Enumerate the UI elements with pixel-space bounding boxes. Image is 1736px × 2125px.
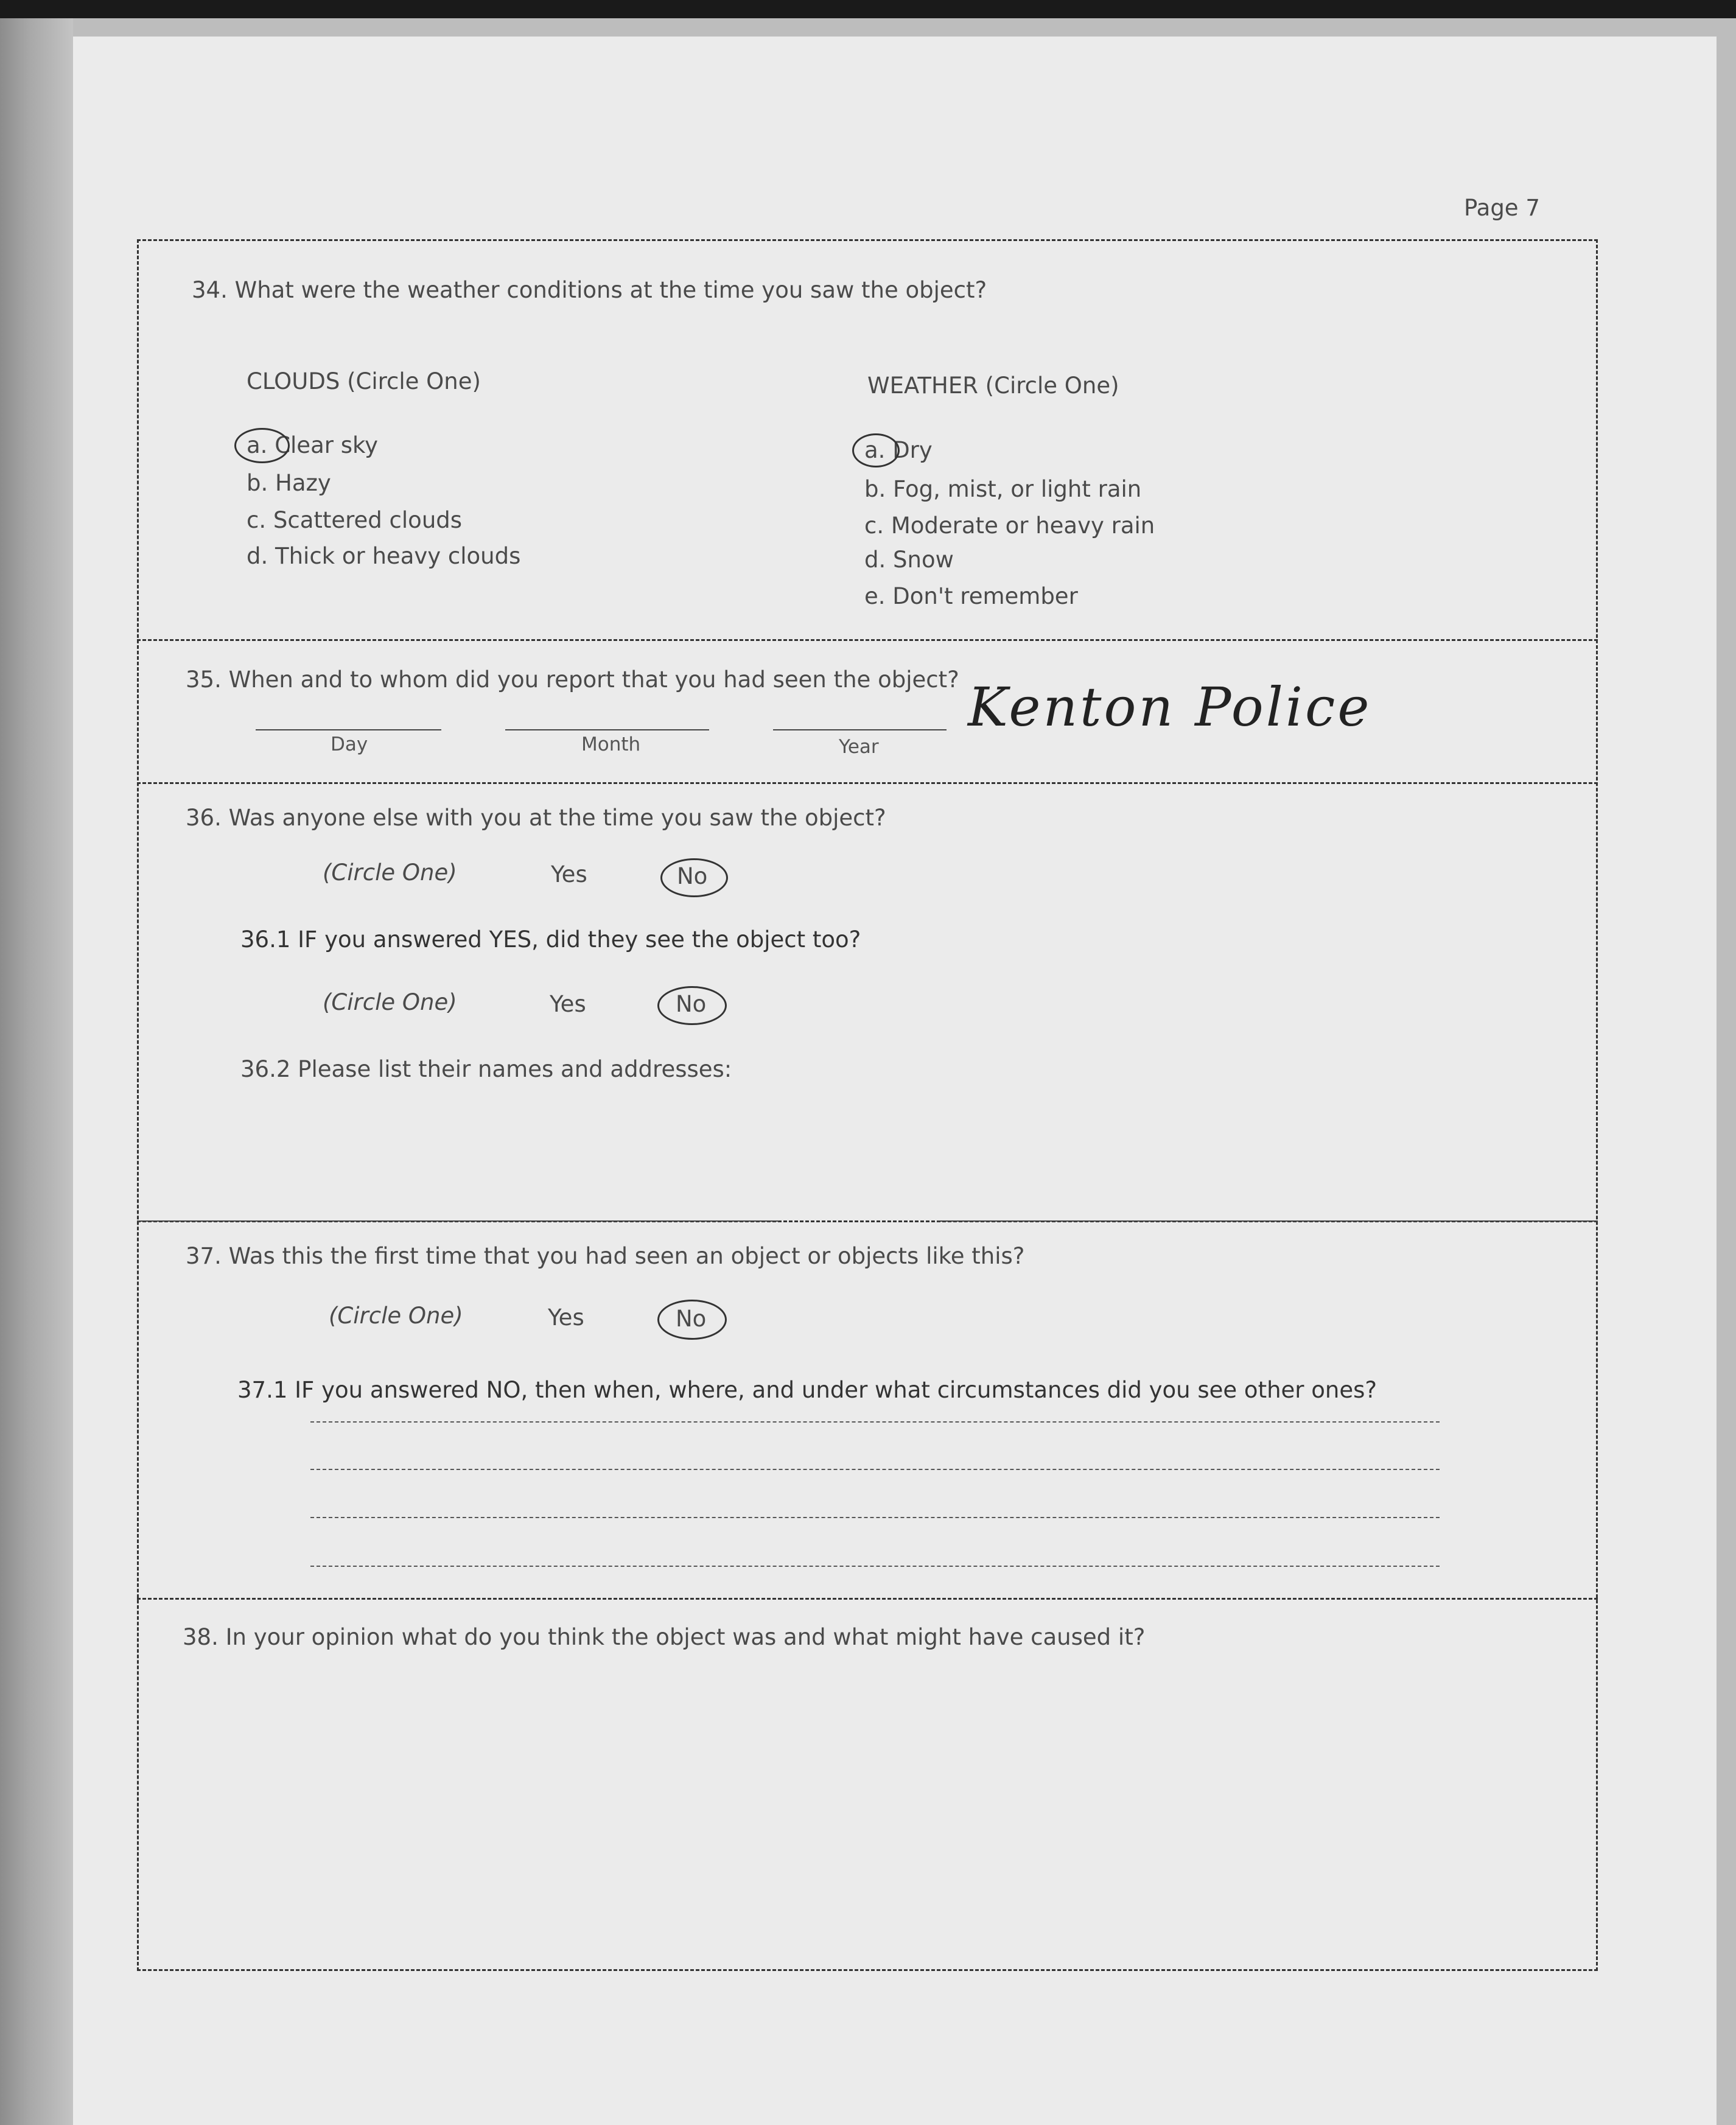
q36-1-circle-one-label: (Circle One) <box>323 989 457 1015</box>
weather-option-e[interactable]: e. Don't remember <box>864 583 1078 609</box>
names-addresses-line-right[interactable] <box>937 1220 1598 1222</box>
clouds-option-d[interactable]: d. Thick or heavy clouds <box>247 543 521 569</box>
q36-yes-option[interactable]: Yes <box>551 861 587 887</box>
question-37-1: 37.1 IF you answered NO, then when, where, and under what circumstances did you see other ones? <box>237 1377 1377 1403</box>
clouds-option-a[interactable]: a. Clear sky <box>247 432 379 458</box>
q37-1-answer-line-4[interactable] <box>310 1566 1440 1567</box>
clouds-option-c[interactable]: c. Scattered clouds <box>247 507 463 533</box>
handwritten-report-recipient: Kenton Police <box>968 676 1372 738</box>
question-37: 37. Was this the first time that you had seen an object or objects like this? <box>186 1243 1025 1269</box>
q37-1-answer-line-3[interactable] <box>310 1517 1440 1518</box>
question-36-1: 36.1 IF you answered YES, did they see the object too? <box>240 926 861 953</box>
q37-1-answer-line-1[interactable] <box>310 1421 1440 1423</box>
q37-circle-one-label: (Circle One) <box>329 1303 463 1329</box>
q36-circle-one-label: (Circle One) <box>323 859 457 886</box>
answer-circle-q37-no <box>657 1300 727 1340</box>
question-36-2: 36.2 Please list their names and addresses: <box>240 1056 732 1082</box>
year-line[interactable] <box>773 729 947 730</box>
weather-option-a[interactable]: a. Dry <box>864 437 933 463</box>
scan-left-border <box>0 18 73 2125</box>
q37-yes-option[interactable]: Yes <box>548 1304 584 1331</box>
q38-answer-area[interactable] <box>183 1668 1570 1948</box>
weather-heading: WEATHER (Circle One) <box>867 373 1119 399</box>
clouds-heading: CLOUDS (Circle One) <box>247 368 481 394</box>
question-38: 38. In your opinion what do you think the object was and what might have caused it? <box>183 1624 1146 1650</box>
answer-circle-weather-a <box>852 433 900 467</box>
q36-1-no-option[interactable]: No <box>676 991 707 1017</box>
question-34: 34. What were the weather conditions at the time you saw the object? <box>192 277 987 303</box>
divider-35-36 <box>137 782 1598 784</box>
clouds-option-b[interactable]: b. Hazy <box>247 470 331 496</box>
q37-no-option[interactable]: No <box>676 1306 707 1332</box>
day-line[interactable] <box>256 729 441 730</box>
q36-no-option[interactable]: No <box>677 863 708 889</box>
answer-circle-q36-no <box>660 858 728 897</box>
weather-option-d[interactable]: d. Snow <box>864 547 954 573</box>
answer-circle-clouds-a <box>234 428 290 463</box>
scan-top-border <box>0 0 1736 18</box>
question-35: 35. When and to whom did you report that you had seen the object? <box>186 667 959 693</box>
weather-option-b[interactable]: b. Fog, mist, or light rain <box>864 476 1142 502</box>
answer-circle-q36-1-no <box>657 986 727 1025</box>
weather-option-c[interactable]: c. Moderate or heavy rain <box>864 513 1155 539</box>
day-label: Day <box>331 733 368 755</box>
divider-37-38 <box>137 1598 1598 1600</box>
divider-34-35 <box>137 639 1598 641</box>
month-label: Month <box>581 733 641 755</box>
year-label: Year <box>839 736 879 758</box>
q36-1-yes-option[interactable]: Yes <box>550 991 586 1017</box>
month-line[interactable] <box>505 729 709 730</box>
q37-1-answer-line-2[interactable] <box>310 1469 1440 1470</box>
names-addresses-line-left[interactable] <box>137 1220 779 1222</box>
question-36: 36. Was anyone else with you at the time you saw the object? <box>186 805 886 831</box>
page-number: Page 7 <box>1464 195 1540 221</box>
